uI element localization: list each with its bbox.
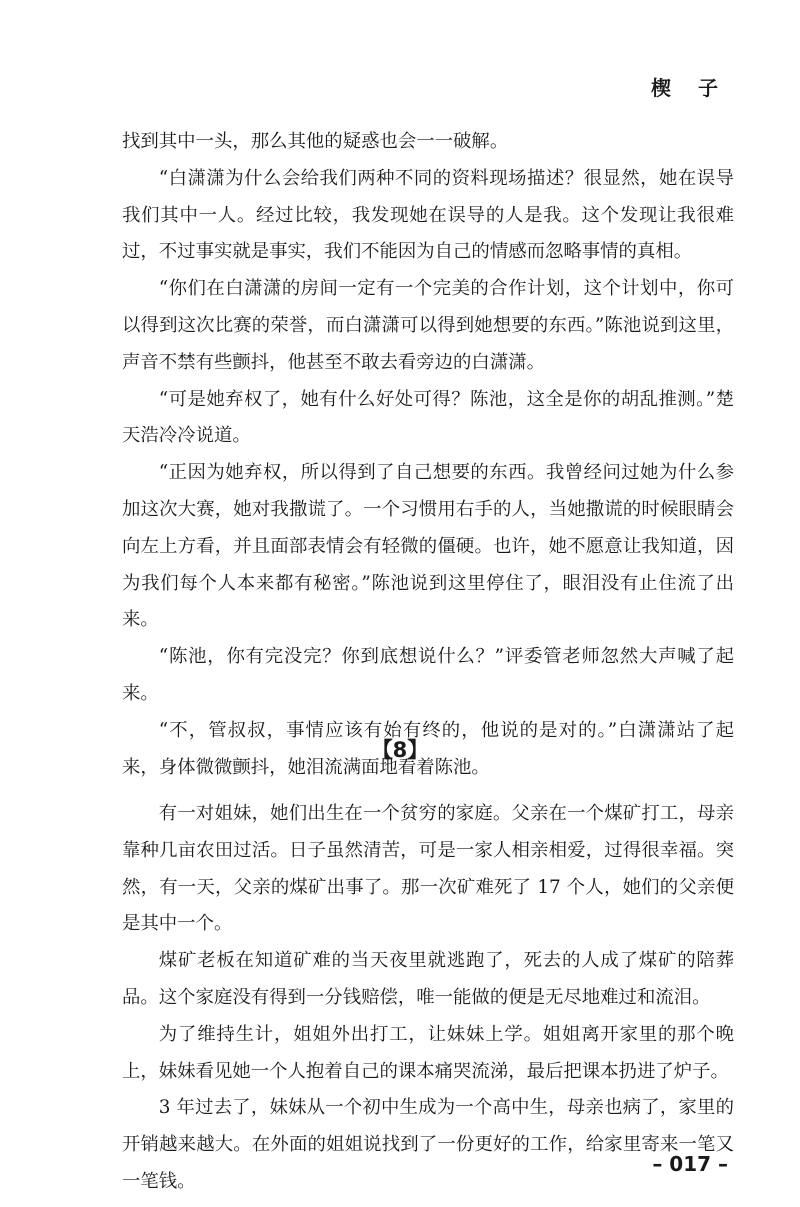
paragraph: “白潇潇为什么会给我们两种不同的资料现场描述？很显然，她在误导我们其中一人。经过比较，我发现她在误导的人是我。这个发现让我很难过，不过事实就是事实，我们不能因为自己的情感而忽略事情的真相。 [122,167,734,263]
running-header: 楔 子 [651,76,728,100]
paragraph: “可是她弃权了，她有什么好处可得？陈池，这全是你的胡乱推测。”楚天浩冷冷说道。 [122,388,734,447]
paragraph: 煤矿老板在知道矿难的当天夜里就逃跑了，死去的人成了煤矿的陪葬品。这个家庭没有得到一分钱赔偿，唯一能做的便是无尽地难过和流泪。 [122,950,734,1008]
text-block-1 [122,124,734,786]
paragraph: 找到其中一头，那么其他的疑惑也会一一破解。 [122,131,509,152]
section-heading: 【8】 [371,738,429,762]
paragraph: “陈池，你有完没完？你到底想说什么？”评委管老师忽然大声喊了起来。 [122,646,734,704]
paragraph: “正因为她弃权，所以得到了自己想要的东西。我曾经问过她为什么参加这次大赛，她对我撒谎了。一个习惯用右手的人，当她撒谎的时候眼睛会向左上方看，并且面部表情会有轻微的僵硬。也许，她不愿意让我知道，因为我们每个人本来都有秘密。”陈池说到这里停住了，眼泪没有止住流了出来。 [122,462,734,631]
paragraph: “你们在白潇潇的房间一定有一个完美的合作计划，这个计划中，你可以得到这次比赛的荣誉，而白潇潇可以得到她想要的东西。”陈池说到这里，声音不禁有些颤抖，他甚至不敢去看旁边的白潇潇。 [122,278,734,373]
page-number: – 017 – [652,1152,728,1176]
paragraph: 有一对姐妹，她们出生在一个贫穷的家庭。父亲在一个煤矿打工，母亲靠种几亩农田过活。日子虽然清苦，可是一家人相亲相爱，过得很幸福。突然，有一天，父亲的煤矿出事了。那一次矿难死了 17 个人，她们的父亲便是其中一个。 [122,803,734,935]
paragraph: 3 年过去了，妹妹从一个初中生成为一个高中生，母亲也病了，家里的开销越来越大。在外面的姐姐说找到了一份更好的工作，给家里寄来一笔又一笔钱。 [122,1097,734,1192]
paragraph: “不，管叔叔，事情应该有始有终的，他说的是对的。”白潇潇站了起来，身体微微颤抖，她泪流满面地看着陈池。 [122,719,734,778]
text-block-2 [122,796,734,1201]
paragraph: 为了维持生计，姐姐外出打工，让妹妹上学。姐姐离开家里的那个晚上，妹妹看见她一个人抱着自己的课本痛哭流涕，最后把课本扔进了炉子。 [122,1023,734,1082]
